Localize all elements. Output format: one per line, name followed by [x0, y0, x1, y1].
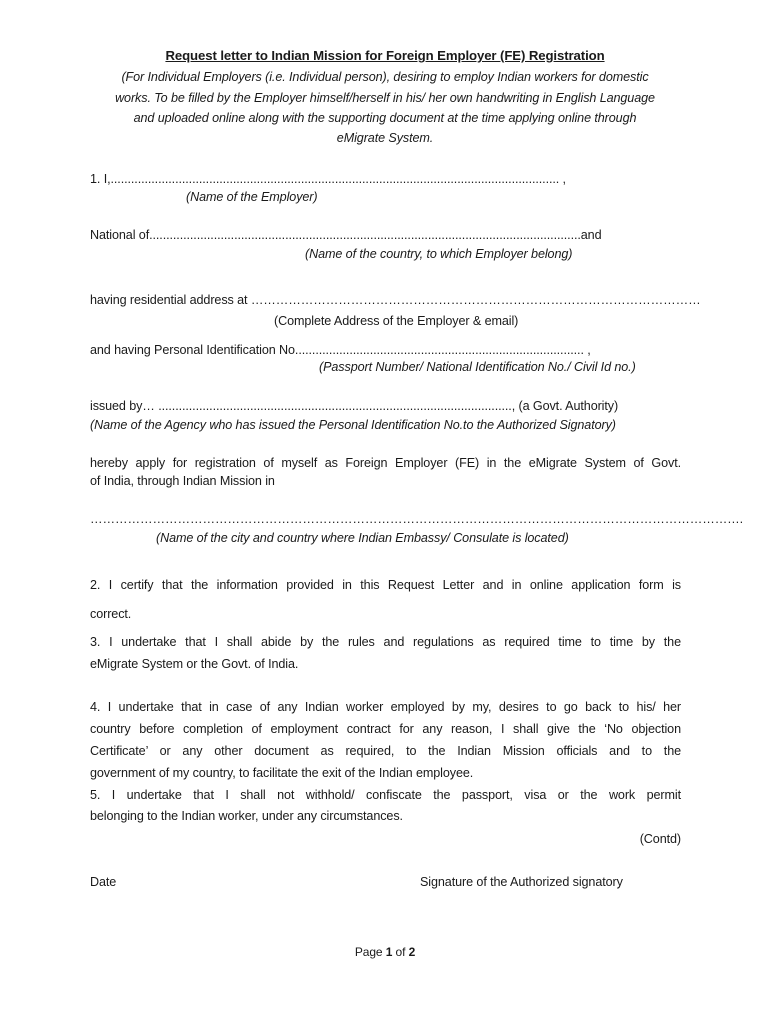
address-hint: (Complete Address of the Employer & email) [274, 314, 519, 328]
clause-5-line-1: 5. I undertake that I shall not withhold/ confiscate the passport, visa or the work permit [90, 788, 681, 802]
clause-4-line-3: Certificate’ or any other document as required, to the Indian Mission officials and to the [90, 744, 681, 758]
apply-line-1: hereby apply for registration of myself as Foreign Employer (FE) in the eMigrate System of Govt. [90, 456, 681, 470]
page-current: 1 [385, 945, 393, 959]
personal-id-line: and having Personal Identification No..................................................................................... , [90, 343, 591, 357]
clause-2-line-2: correct. [90, 607, 132, 621]
issued-by-line: issued by… ........................................................................................................, (a Govt. Authority) [90, 399, 619, 413]
subtitle-line-4: eMigrate System. [336, 131, 434, 145]
clause-4-line-1: 4. I undertake that in case of any Indian worker employed by my, desires to go back to his/ her [90, 700, 681, 714]
subtitle-line-1: (For Individual Employers (i.e. Individual person), desiring to employ Indian workers for domestic [121, 70, 649, 84]
employer-name-line: 1. I,.................................................................................................................................... , [90, 172, 566, 186]
page-number [0, 944, 770, 960]
contd-note: (Contd) [639, 832, 681, 846]
employer-name-hint: (Name of the Employer) [186, 190, 318, 204]
clause-4-line-4: government of my country, to facilitate the exit of the Indian employee. [90, 766, 474, 780]
issued-by-hint: (Name of the Agency who has issued the Personal Identification No.to the Authorized Signatory) [90, 418, 616, 432]
signature-label: Signature of the Authorized signatory [420, 875, 623, 889]
nationality-line: National of...............................................................................................................................and [90, 228, 602, 242]
clause-3-line-2: eMigrate System or the Govt. of India. [90, 657, 299, 671]
mission-location-hint: (Name of the city and country where Indian Embassy/ Consulate is located) [156, 531, 569, 545]
clause-4-line-2: country before completion of employment contract for any reason, I shall give the ‘No objection [90, 722, 681, 736]
subtitle-line-2: works. To be filled by the Employer himself/herself in his/ her own handwriting in English Language [115, 91, 655, 105]
page-of: of [395, 945, 406, 959]
mission-location-line: …………………………………………………………………………………………………………………………………………. [90, 512, 744, 526]
clause-2-line-1: 2. I certify that the information provided in this Request Letter and in online application form is [90, 578, 681, 592]
date-label: Date [90, 875, 117, 889]
page-word: Page [354, 945, 383, 959]
address-line: having residential address at ……………………………………………………………………………………………… [90, 293, 701, 307]
nationality-hint: (Name of the country, to which Employer belong) [305, 247, 573, 261]
subtitle-line-3: and uploaded online along with the supporting document at the time applying online through [133, 111, 637, 125]
page-total: 2 [408, 945, 416, 959]
clause-5-line-2: belonging to the Indian worker, under any circumstances. [90, 809, 403, 823]
personal-id-hint: (Passport Number/ National Identification No./ Civil Id no.) [319, 360, 636, 374]
clause-3-line-1: 3. I undertake that I shall abide by the rules and regulations as required time to time by the [90, 635, 681, 649]
page-title: Request letter to Indian Mission for Foreign Employer (FE) Registration [165, 48, 605, 63]
apply-line-2: of India, through Indian Mission in [90, 474, 275, 488]
